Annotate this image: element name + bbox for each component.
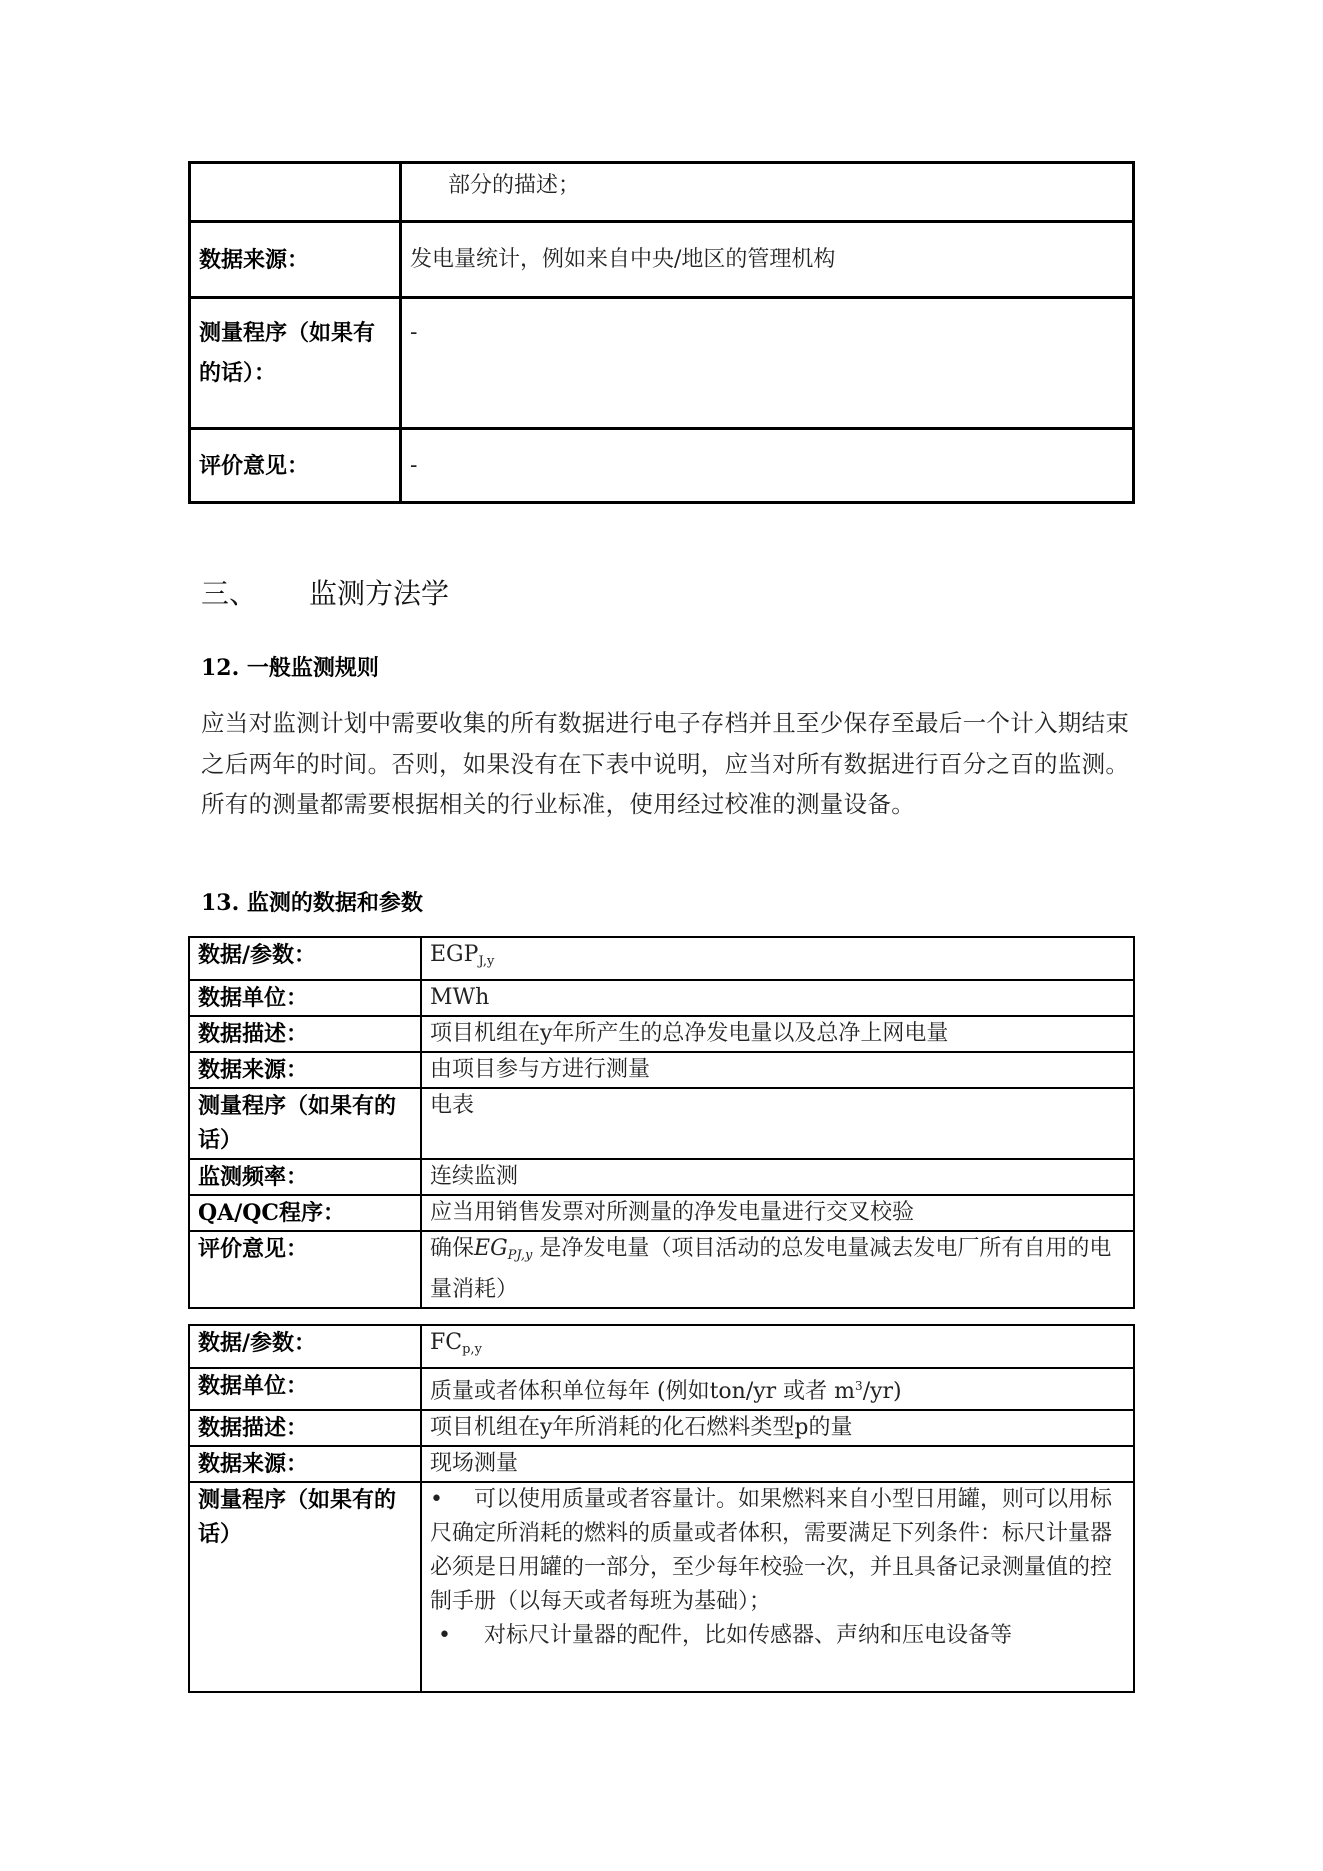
- row-value: -: [401, 429, 1134, 503]
- symbol-subscript: J,y: [478, 954, 495, 969]
- continued-parameter-table: [188, 161, 1135, 504]
- subsection-heading-13: 13. 监测的数据和参数: [201, 890, 423, 916]
- row-label: 数据/参数：: [189, 937, 421, 980]
- row-value: MWh: [421, 980, 1134, 1016]
- row-value: 由项目参与方进行测量: [421, 1052, 1134, 1088]
- row-label: 数据单位：: [189, 1368, 421, 1410]
- parameter-table-fc: [188, 1324, 1135, 1693]
- row-value: [421, 1231, 1134, 1308]
- table-row: [189, 1088, 1134, 1159]
- subsection-heading-12: 12. 一般监测规则: [201, 655, 379, 681]
- row-label: 测量程序（如果有的话）：: [190, 298, 401, 429]
- row-value: 电表: [421, 1088, 1134, 1159]
- param-symbol: [421, 1325, 1134, 1368]
- row-label: 测量程序（如果有的话）: [189, 1482, 421, 1692]
- unit-superscript: 3: [855, 1379, 863, 1393]
- list-item-text: 可以使用质量或者容量计。如果燃料来自小型日用罐，则可以用标尺确定所消耗的燃料的质量或者体积，需要满足下列条件：标尺计量器必须是日用罐的一部分，至少每年校验一次，并且具备记录测量值的控制手册（以每天或者每班为基础）；: [430, 1487, 1113, 1614]
- row-value: -: [401, 298, 1134, 429]
- comment-symbol-subscript: PJ,y: [507, 1248, 533, 1263]
- bullet-icon: •: [430, 1487, 443, 1512]
- unit-suffix: /yr): [862, 1379, 902, 1404]
- table-row: [189, 1446, 1134, 1482]
- row-label: [190, 163, 401, 222]
- procedure-list: [421, 1482, 1134, 1692]
- comment-prefix: 确保: [430, 1236, 475, 1261]
- table-row: [189, 1368, 1134, 1410]
- table-row: [190, 429, 1134, 503]
- row-value: 部分的描述；: [401, 163, 1134, 222]
- row-label: 评价意见：: [189, 1231, 421, 1308]
- bullet-icon: •: [438, 1623, 451, 1648]
- symbol-main: FC: [430, 1330, 463, 1355]
- row-label: 数据来源：: [190, 222, 401, 298]
- table-row: [189, 1410, 1134, 1446]
- table-row: [189, 1052, 1134, 1088]
- list-item-text: 对标尺计量器的配件，比如传感器、声纳和压电设备等: [484, 1623, 1013, 1648]
- comment-symbol: EG: [474, 1236, 508, 1261]
- row-value: 应当用销售发票对所测量的净发电量进行交叉校验: [421, 1195, 1134, 1231]
- table-row: [189, 1159, 1134, 1195]
- row-label: 测量程序（如果有的话）: [189, 1088, 421, 1159]
- param-symbol: [421, 937, 1134, 980]
- row-label: 评价意见：: [190, 429, 401, 503]
- row-label: 数据/参数：: [189, 1325, 421, 1368]
- table-row: [189, 1325, 1134, 1368]
- symbol-subscript: p,y: [462, 1342, 482, 1357]
- list-item: [430, 1483, 1125, 1619]
- table-row: [189, 980, 1134, 1016]
- table-row: [189, 1016, 1134, 1052]
- row-label: 监测频率：: [189, 1159, 421, 1195]
- section-title: 监测方法学: [309, 577, 450, 610]
- symbol-main: EGP: [430, 942, 479, 967]
- table-row: [189, 1195, 1134, 1231]
- row-value: 发电量统计，例如来自中央/地区的管理机构: [401, 222, 1134, 298]
- section-heading: [201, 572, 449, 612]
- row-label: 数据单位：: [189, 980, 421, 1016]
- row-label: 数据描述：: [189, 1016, 421, 1052]
- section-number: 三、: [201, 577, 258, 610]
- row-value: 项目机组在y年所消耗的化石燃料类型p的量: [421, 1410, 1134, 1446]
- row-value: 现场测量: [421, 1446, 1134, 1482]
- row-value: [421, 1368, 1134, 1410]
- general-rules-paragraph: 应当对监测计划中需要收集的所有数据进行电子存档并且至少保存至最后一个计入期结束之后两年的时间。否则，如果没有在下表中说明，应当对所有数据进行百分之百的监测。所有的测量都需要根据相关的行业标准，使用经过校准的测量设备。: [201, 709, 1130, 818]
- table-row: [189, 1482, 1134, 1692]
- list-item: [430, 1619, 1125, 1653]
- parameter-table-egp: [188, 936, 1135, 1309]
- table-row: [190, 298, 1134, 429]
- table-row: [190, 163, 1134, 222]
- row-label: 数据来源：: [189, 1446, 421, 1482]
- table-row: [189, 937, 1134, 980]
- row-value: 连续监测: [421, 1159, 1134, 1195]
- row-label: 数据来源：: [189, 1052, 421, 1088]
- row-label: 数据描述：: [189, 1410, 421, 1446]
- table-row: [190, 222, 1134, 298]
- unit-text: 质量或者体积单位每年 (例如ton/yr 或者 m: [430, 1379, 856, 1404]
- comment-text: 是净发电量（项目活动的总发电量减去发电厂所有自用的电量消耗）: [430, 1236, 1112, 1302]
- row-value: 项目机组在y年所产生的总净发电量以及总净上网电量: [421, 1016, 1134, 1052]
- table-row: [189, 1231, 1134, 1308]
- row-label: QA/QC程序：: [189, 1195, 421, 1231]
